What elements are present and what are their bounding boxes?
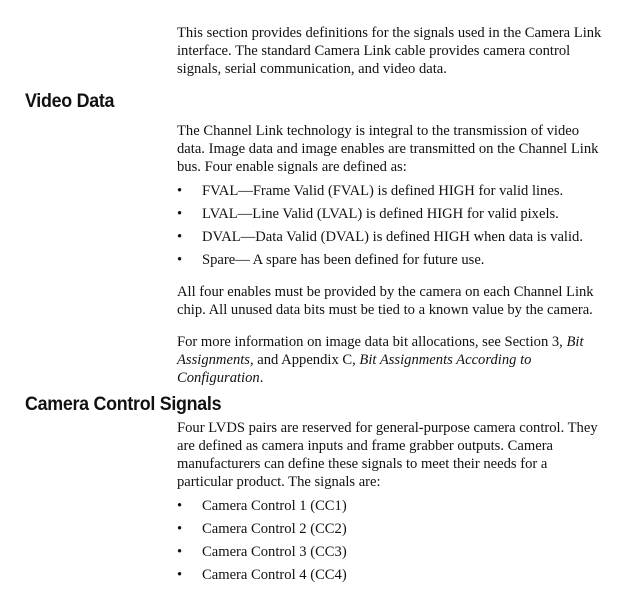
camera-control-list bbox=[177, 497, 602, 584]
bullet-icon: • bbox=[177, 544, 183, 560]
video-data-paragraph-2: All four enables must be provided by the camera on each Channel Link chip. All unused data bits must be tied to a known value by the camera. bbox=[177, 284, 594, 318]
list-item bbox=[177, 543, 602, 561]
bullet-icon: • bbox=[177, 252, 183, 268]
para3-mid: , and Appendix C, bbox=[249, 352, 360, 368]
bullet-icon: • bbox=[177, 567, 183, 583]
bullet-icon: • bbox=[177, 498, 183, 514]
para3-lead: For more information on image data bit allocations, see Section 3, bbox=[177, 334, 567, 350]
camera-control-body bbox=[177, 419, 602, 589]
bit-assignments-reference: Bit Assignments bbox=[177, 334, 584, 368]
list-item bbox=[177, 520, 602, 538]
list-item bbox=[177, 497, 602, 515]
list-item-text: Camera Control 4 (CC4) bbox=[202, 567, 347, 583]
video-data-paragraph-1: The Channel Link technology is integral to the transmission of video data. Image data and image enables are transmitted on the Channel Link bus. Four enable signals are defined as: bbox=[177, 123, 599, 175]
bullet-icon: • bbox=[177, 229, 183, 245]
list-item-text: FVAL—Frame Valid (FVAL) is defined HIGH for valid lines. bbox=[202, 183, 564, 199]
list-item-text: DVAL—Data Valid (DVAL) is defined HIGH when data is valid. bbox=[202, 229, 583, 245]
list-item bbox=[177, 566, 602, 584]
list-item bbox=[177, 251, 602, 269]
appendix-c-reference: Bit Assignments According to Configuration bbox=[177, 352, 532, 386]
list-item bbox=[177, 182, 602, 200]
camera-control-paragraph: Four LVDS pairs are reserved for general-purpose camera control. They are defined as camera inputs and frame grabber outputs. Camera manufacturers can define these signals to meet their needs for a particular product. The signals are: bbox=[177, 420, 598, 490]
video-data-body bbox=[177, 122, 602, 387]
list-item-text: Camera Control 1 (CC1) bbox=[202, 498, 347, 514]
bullet-icon: • bbox=[177, 206, 183, 222]
list-item-text: Spare— A spare has been defined for future use. bbox=[202, 252, 485, 268]
bullet-icon: • bbox=[177, 183, 183, 199]
intro-paragraph: This section provides definitions for the signals used in the Camera Link interface. The standard Camera Link cable provides camera control signals, serial communication, and video data. bbox=[177, 25, 602, 77]
bullet-icon: • bbox=[177, 521, 183, 537]
list-item-text: Camera Control 3 (CC3) bbox=[202, 544, 347, 560]
enable-signal-list bbox=[177, 182, 602, 269]
camera-control-signals-heading: Camera Control Signals bbox=[25, 394, 222, 415]
list-item bbox=[177, 205, 602, 223]
intro-block bbox=[177, 24, 602, 78]
list-item bbox=[177, 228, 602, 246]
video-data-paragraph-3 bbox=[177, 333, 602, 387]
list-item-text: Camera Control 2 (CC2) bbox=[202, 521, 347, 537]
para3-tail: . bbox=[259, 370, 264, 386]
list-item-text: LVAL—Line Valid (LVAL) is defined HIGH for valid pixels. bbox=[202, 206, 559, 222]
video-data-heading: Video Data bbox=[25, 91, 115, 112]
